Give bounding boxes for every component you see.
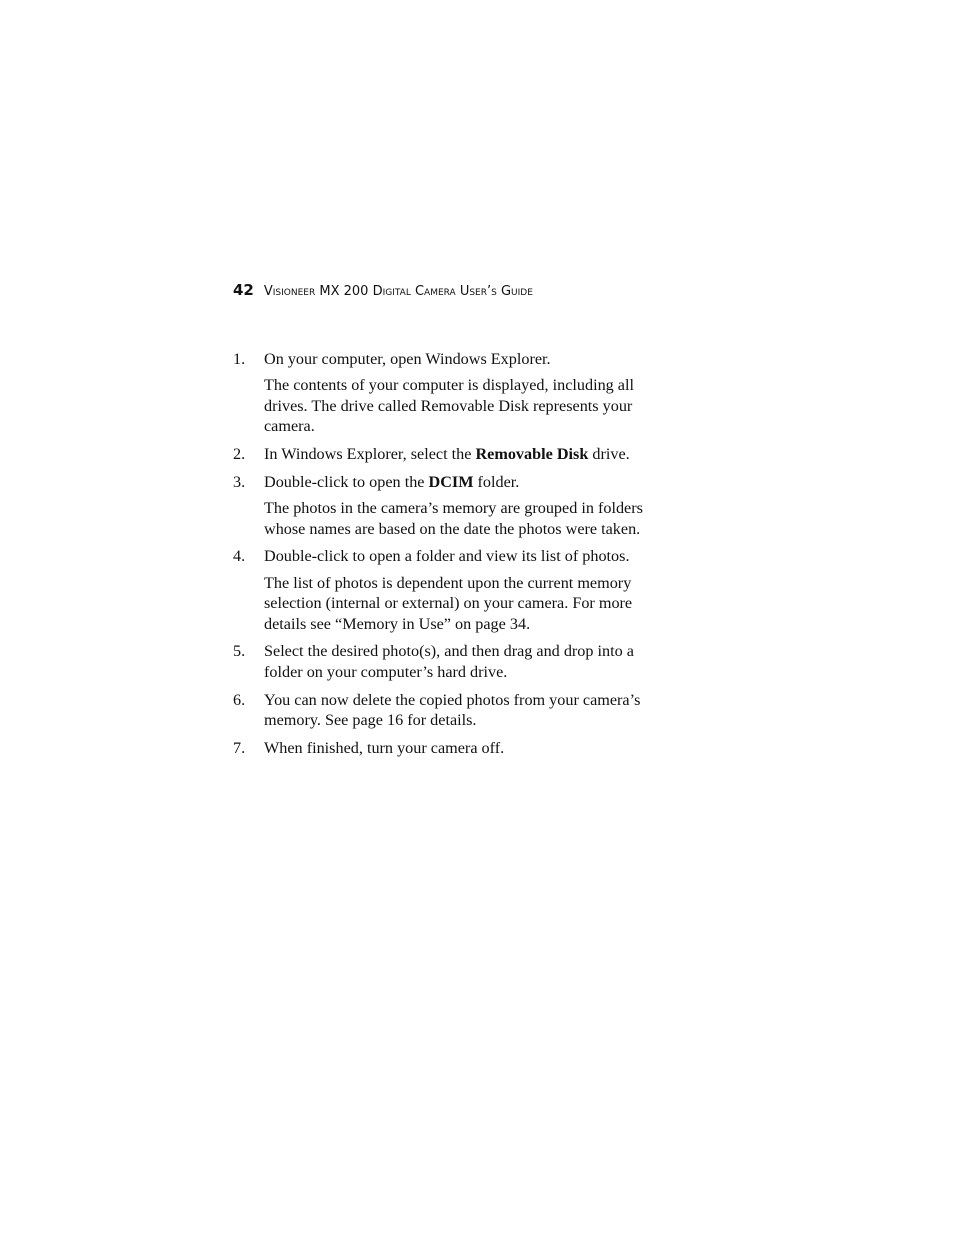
step-number: 3. <box>233 472 246 491</box>
step-7 <box>233 738 663 758</box>
step-text-start: Double-click to open the <box>264 472 429 491</box>
step-text: Select the desired photo(s), and then drag and drop into a folder on your computer’s hard drive. <box>264 642 634 681</box>
step-text <box>264 444 663 464</box>
step-text-start: In Windows Explorer, select the <box>264 445 476 464</box>
step-number: 6. <box>233 690 246 709</box>
removable-disk-term: Removable Disk <box>475 445 589 464</box>
step-note: The list of photos is dependent upon the current memory selection (internal or external) on your camera. For more details see “Memory in Use” on page 34. <box>264 573 633 633</box>
step-3 <box>233 472 663 539</box>
step-5 <box>233 641 663 682</box>
step-6 <box>233 690 663 731</box>
step-number: 4. <box>233 547 246 566</box>
step-text <box>264 472 663 492</box>
step-note: The contents of your computer is displayed, including all drives. The drive called Removable Disk represents your camera. <box>264 376 634 436</box>
step-text: You can now delete the copied photos from your camera’s memory. See page 16 for details. <box>264 690 641 730</box>
step-note: The photos in the camera’s memory are grouped in folders whose names are based on the date the photos were taken. <box>264 499 643 538</box>
step-text-end: folder. <box>473 472 520 491</box>
step-number: 7. <box>233 738 246 757</box>
running-header <box>233 280 533 302</box>
step-number: 5. <box>233 642 246 661</box>
instruction-list <box>233 349 663 766</box>
step-text: On your computer, open Windows Explorer. <box>264 350 551 368</box>
step-text: When finished, turn your camera off. <box>264 738 505 757</box>
step-2 <box>233 444 663 464</box>
step-number: 1. <box>233 350 246 368</box>
step-1 <box>233 349 663 437</box>
step-text-end: drive. <box>588 445 630 464</box>
dcim-term: DCIM <box>428 472 474 491</box>
step-number: 2. <box>233 445 246 464</box>
step-4 <box>233 546 663 634</box>
running-title: Visioneer MX 200 Digital Camera User’s Guide <box>263 284 533 299</box>
step-text: Double-click to open a folder and view its list of photos. <box>264 547 630 566</box>
page-number: 42 <box>233 281 254 299</box>
